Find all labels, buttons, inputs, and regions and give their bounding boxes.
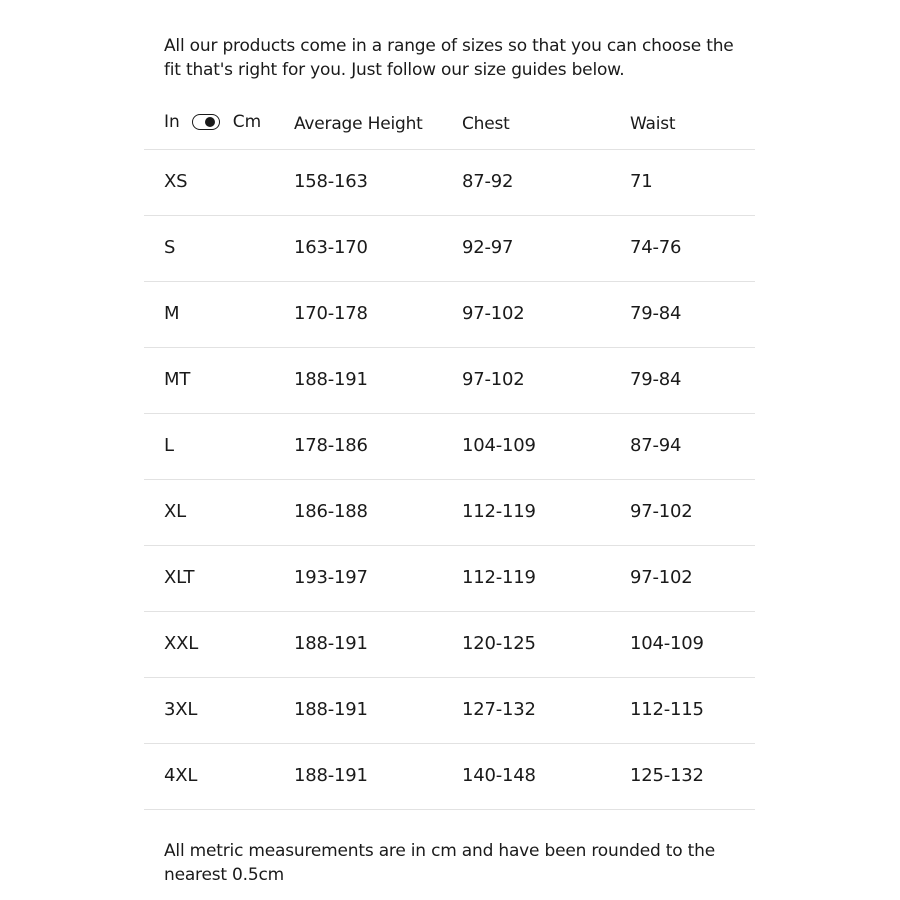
height-cell: 188-191 [294,369,368,390]
height-cell: 163-170 [294,237,368,258]
chest-cell: 97-102 [462,369,525,390]
chest-cell: 97-102 [462,303,525,324]
size-cell: L [164,435,174,456]
size-guide-intro: All our products come in a range of sizes so that you can choose the fit that's right for you. Just follow our size guides below. [164,36,734,80]
size-cell: MT [164,369,191,390]
unit-label-cm[interactable]: Cm [232,112,262,132]
size-cell: XS [164,171,188,192]
size-cell: XXL [164,633,199,654]
height-cell: 188-191 [294,765,368,786]
size-cell: M [164,303,180,324]
size-cell: XL [164,501,186,522]
column-header-chest: Chest [462,114,510,134]
waist-cell: 79-84 [630,303,682,324]
chest-cell: 120-125 [462,633,536,654]
unit-switch[interactable] [192,114,220,130]
measurement-footnote: All metric measurements are in cm and have been rounded to the nearest 0.5cm [164,841,715,885]
chest-cell: 112-119 [462,567,536,588]
waist-cell: 104-109 [630,633,704,654]
waist-cell: 71 [630,171,653,192]
size-cell: S [164,237,176,258]
size-cell: 4XL [164,765,198,786]
column-header-waist: Waist [630,114,676,134]
height-cell: 178-186 [294,435,368,456]
table-header [144,102,755,150]
height-cell: 170-178 [294,303,368,324]
waist-cell: 87-94 [630,435,682,456]
table-row [144,414,755,480]
chest-cell: 127-132 [462,699,536,720]
size-cell: 3XL [164,699,198,720]
height-cell: 158-163 [294,171,368,192]
unit-label-in[interactable]: In [164,112,180,132]
size-table [144,102,755,810]
height-cell: 188-191 [294,633,368,654]
table-row [144,546,755,612]
waist-cell: 112-115 [630,699,704,720]
table-row [144,480,755,546]
table-row [144,612,755,678]
table-row [144,744,755,810]
waist-cell: 74-76 [630,237,682,258]
column-header-average-height: Average Height [294,114,423,134]
height-cell: 188-191 [294,699,368,720]
size-cell: XLT [164,567,195,588]
chest-cell: 140-148 [462,765,536,786]
table-row [144,216,755,282]
table-row [144,282,755,348]
waist-cell: 79-84 [630,369,682,390]
height-cell: 193-197 [294,567,368,588]
waist-cell: 97-102 [630,567,693,588]
waist-cell: 125-132 [630,765,704,786]
table-row [144,348,755,414]
table-row [144,150,755,216]
table-row [144,678,755,744]
waist-cell: 97-102 [630,501,693,522]
chest-cell: 92-97 [462,237,514,258]
chest-cell: 104-109 [462,435,536,456]
chest-cell: 87-92 [462,171,514,192]
height-cell: 186-188 [294,501,368,522]
chest-cell: 112-119 [462,501,536,522]
unit-toggle [164,110,261,134]
switch-knob [205,117,215,127]
